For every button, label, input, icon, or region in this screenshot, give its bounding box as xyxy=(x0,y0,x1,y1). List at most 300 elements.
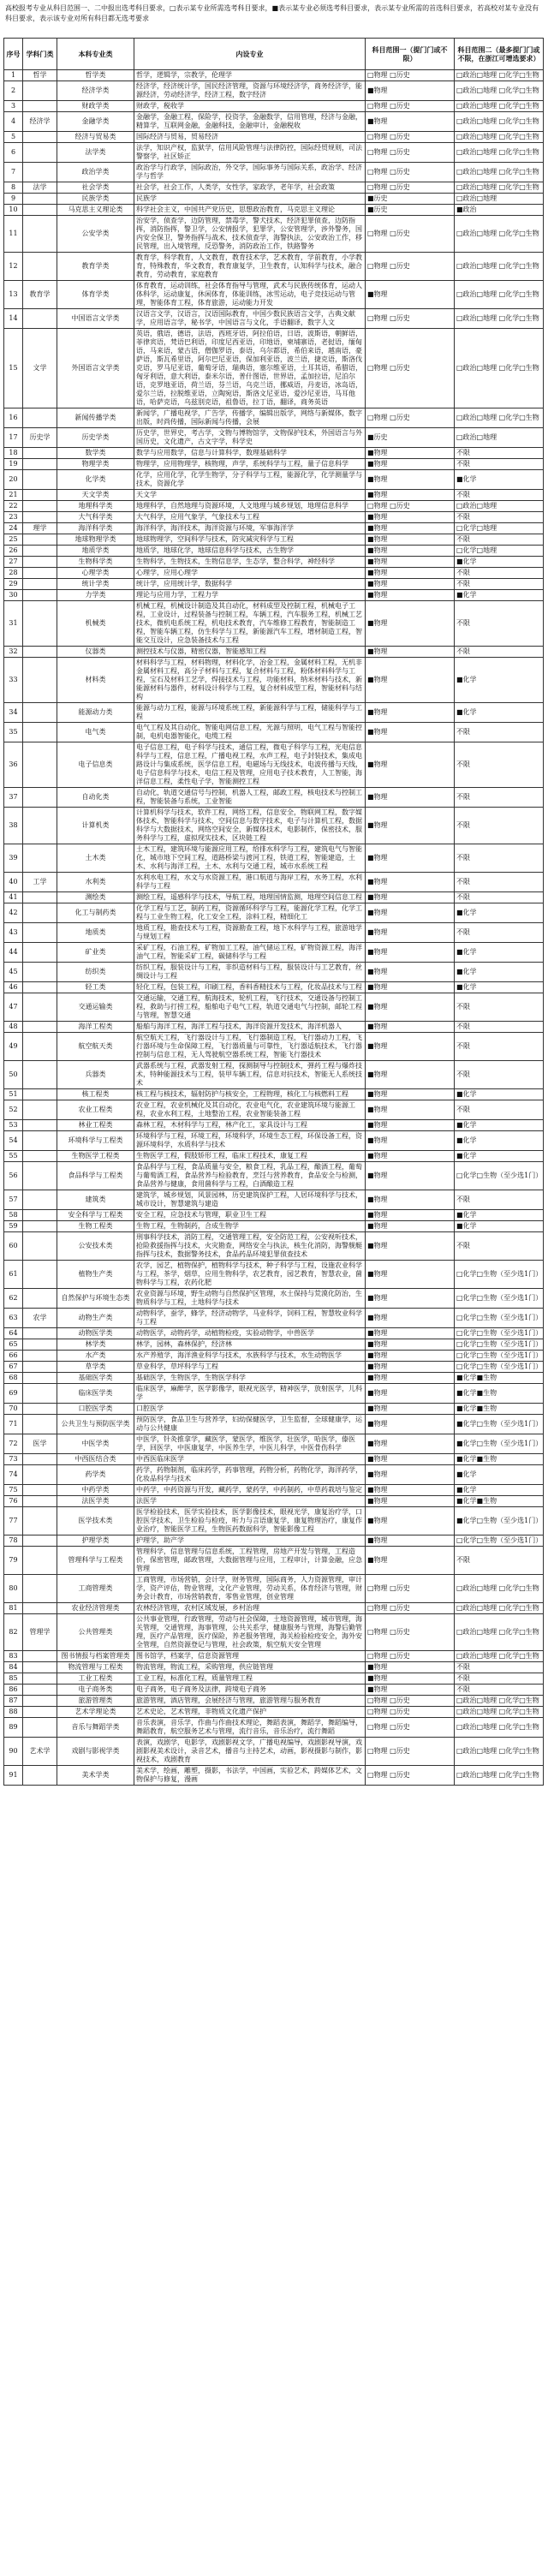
major-class: 教育学类 xyxy=(57,253,134,281)
major-class: 心理学类 xyxy=(57,568,134,579)
row-number: 42 xyxy=(4,903,23,923)
row-number: 20 xyxy=(4,470,23,490)
major-list: 数学与应用数学，信息与计算科学，数理基础科学 xyxy=(134,448,366,459)
range-two: □化学□生物（至少选1门） xyxy=(455,1162,544,1190)
range-two: 不限 xyxy=(455,993,544,1022)
major-list: 物流管理，物流工程，采购管理，供应链管理 xyxy=(134,1662,366,1673)
range-one: ■物理 xyxy=(366,1673,455,1685)
range-one: ■物理 xyxy=(366,742,455,788)
subject-category xyxy=(23,568,57,579)
major-class: 土木类 xyxy=(57,844,134,873)
range-one: ■物理 xyxy=(366,993,455,1022)
range-two: 不限 xyxy=(455,808,544,844)
range-one: □物理 □历史 xyxy=(366,216,455,253)
row-number: 85 xyxy=(4,1673,23,1685)
range-two: ■化学 xyxy=(455,590,544,601)
range-one: ■物理 xyxy=(366,723,455,742)
table-row xyxy=(4,557,544,568)
major-class: 公安技术类 xyxy=(57,1232,134,1261)
table-row xyxy=(4,1384,544,1404)
major-list: 材料科学与工程，材料物理，材料化学，冶金工程，金属材料工程，无机非金属材料工程，高分子材料与工程，复合材料与工程，粉体材料科学与工程，宝石及材料工艺学，焊接技术与工程，功能材料，纳米材料与技术，新能源材料与器件，材料设计科学与工程，复合材料成型工程，智能材料与结构 xyxy=(134,658,366,703)
range-one: ■物理 xyxy=(366,1131,455,1151)
range-one: ■物理 xyxy=(366,1120,455,1131)
range-one: ■历史 xyxy=(366,194,455,205)
range-one: ■物理 xyxy=(366,982,455,993)
row-number: 56 xyxy=(4,1162,23,1190)
range-two: ■化学■生物 xyxy=(455,1454,544,1465)
subject-category xyxy=(23,788,57,808)
range-two: ■化学 xyxy=(455,1131,544,1151)
table-row xyxy=(4,1328,544,1339)
row-number: 60 xyxy=(4,1232,23,1261)
row-number: 21 xyxy=(4,490,23,501)
range-one: ■物理 xyxy=(366,703,455,723)
range-two: ■化学□生物（至少选1门） xyxy=(455,1507,544,1535)
range-one: ■物理 xyxy=(366,1151,455,1162)
table-row xyxy=(4,512,544,523)
range-one: ■物理 xyxy=(366,546,455,557)
range-one: ■物理 xyxy=(366,923,455,943)
subject-category xyxy=(23,546,57,557)
major-class: 水利类 xyxy=(57,873,134,892)
range-two: ■化学■生物 xyxy=(455,1404,544,1415)
range-one: ■物理 xyxy=(366,512,455,523)
major-class: 法医学类 xyxy=(57,1496,134,1507)
table-row xyxy=(4,1766,544,1786)
range-two: □政治□地理 □化学□生物 xyxy=(455,281,544,309)
major-list: 动物医学，动物药学，动植物检疫，实验动物学，中兽医学 xyxy=(134,1328,366,1339)
major-list: 新闻学，广播电视学，广告学，传播学，编辑出版学，网络与新媒体，数字出版，时尚传播，国际新闻与传播，会展 xyxy=(134,408,366,428)
major-class: 戏剧与影视学类 xyxy=(57,1738,134,1766)
major-list: 电气工程及其自动化，智能电网信息工程，光源与照明，电气工程与智能控制，电机电器智能化，电缆工程 xyxy=(134,723,366,742)
range-two: □化学□生物（至少选1门） xyxy=(455,1309,544,1328)
row-number: 4 xyxy=(4,112,23,132)
header-no: 序号 xyxy=(4,39,23,70)
subject-category xyxy=(23,903,57,923)
major-list: 土木工程，建筑环境与能源应用工程，给排水科学与工程，建筑电气与智能化，城市地下空间工程，道路桥梁与渡河工程，铁道工程，智能建造，土木、水利与海洋工程，土木、水利与交通工程，城市水系统工程 xyxy=(134,844,366,873)
range-one: ■物理 xyxy=(366,81,455,101)
range-one: ■物理 xyxy=(366,579,455,590)
range-one: ■物理 xyxy=(366,523,455,534)
major-list: 体育教育，运动训练，社会体育指导与管理，武术与民族传统体育，运动人体科学，运动康复，休闲体育，体能训练，冰雪运动，电子竞技运动与管理，智能体育工程，体育旅游，运动能力开发 xyxy=(134,281,366,309)
table-row xyxy=(4,1673,544,1685)
table-row xyxy=(4,470,544,490)
row-number: 55 xyxy=(4,1151,23,1162)
major-class: 材料类 xyxy=(57,658,134,703)
range-one: □物理 □历史 xyxy=(366,163,455,182)
subject-category xyxy=(23,101,57,112)
table-row xyxy=(4,101,544,112)
subject-category: 教育学 xyxy=(23,281,57,309)
table-row xyxy=(4,873,544,892)
row-number: 32 xyxy=(4,647,23,658)
major-list: 经济学，经济统计学，国民经济管理，资源与环境经济学，商务经济学，能源经济，劳动经济学，经济工程，数字经济 xyxy=(134,81,366,101)
subject-category xyxy=(23,993,57,1022)
major-list: 地理科学，自然地理与资源环境，人文地理与城乡规划，地理信息科学 xyxy=(134,501,366,512)
table-row xyxy=(4,501,544,512)
major-class: 电气类 xyxy=(57,723,134,742)
row-number: 67 xyxy=(4,1362,23,1373)
major-class: 林学类 xyxy=(57,1339,134,1351)
range-one: ■物理 xyxy=(366,788,455,808)
range-one: ■物理 xyxy=(366,534,455,546)
major-list: 化学，应用化学，化学生物学，分子科学与工程，能源化学，化学测量学与技术，资源化学 xyxy=(134,470,366,490)
major-class: 生物科学类 xyxy=(57,557,134,568)
major-list: 法学，知识产权，监狱学，信用风险管理与法律防控，国际经贸规则，司法警察学，社区矫正 xyxy=(134,143,366,163)
table-row xyxy=(4,903,544,923)
major-list: 电子商务，电子商务及法律，跨境电子商务 xyxy=(134,1685,366,1696)
major-list: 化学工程与工艺，制药工程，资源循环科学与工程，能源化学工程，化学工程与工业生物工程，化工安全工程，涂料工程，精细化工 xyxy=(134,903,366,923)
row-number: 88 xyxy=(4,1707,23,1718)
subject-category xyxy=(23,1535,57,1547)
major-list: 农学，园艺，植物保护，植物科学与技术，种子科学与工程，设施农业科学与工程，茶学，烟草，应用生物科学，农艺教育，园艺教育，智慧农业，菌物科学与工程，农药化肥 xyxy=(134,1261,366,1289)
range-one: ■物理 xyxy=(366,448,455,459)
range-one: □物理 □历史 xyxy=(366,1718,455,1738)
row-number: 38 xyxy=(4,808,23,844)
major-list: 大气科学，应用气象学，气象技术与工程 xyxy=(134,512,366,523)
row-number: 39 xyxy=(4,844,23,873)
range-two: 不限 xyxy=(455,459,544,470)
major-class: 物理学类 xyxy=(57,459,134,470)
row-number: 13 xyxy=(4,281,23,309)
table-row xyxy=(4,1221,544,1232)
table-row xyxy=(4,1415,544,1434)
major-list: 教育学，科学教育，人文教育，教育技术学，艺术教育，学前教育，小学教育，特殊教育，华文教育，教育康复学，卫生教育，认知科学与技术，融合教育，劳动教育，家庭教育 xyxy=(134,253,366,281)
range-one: ■物理 xyxy=(366,568,455,579)
major-class: 医学技术类 xyxy=(57,1507,134,1535)
table-row xyxy=(4,1061,544,1089)
major-list: 国际经济与贸易，贸易经济 xyxy=(134,132,366,143)
major-class: 自动化类 xyxy=(57,788,134,808)
range-two: □政治□地理 □化学□生物 xyxy=(455,1738,544,1766)
subject-category: 历史学 xyxy=(23,428,57,448)
table-row xyxy=(4,1575,544,1603)
major-class: 能源动力类 xyxy=(57,703,134,723)
major-class: 物流管理与工程类 xyxy=(57,1662,134,1673)
subject-category xyxy=(23,1131,57,1151)
major-class: 动物生产类 xyxy=(57,1309,134,1328)
row-number: 46 xyxy=(4,982,23,993)
major-class: 纺织类 xyxy=(57,963,134,982)
major-list: 生物科学，生物技术，生物信息学，生态学，整合科学，神经科学 xyxy=(134,557,366,568)
subject-category: 文学 xyxy=(23,329,57,408)
range-two: □化学□生物（至少选1门） xyxy=(455,1339,544,1351)
major-class: 化工与制药类 xyxy=(57,903,134,923)
range-two: 不限 xyxy=(455,1033,544,1061)
table-row xyxy=(4,1696,544,1707)
major-class: 中医学类 xyxy=(57,1434,134,1454)
range-one: ■物理 xyxy=(366,892,455,903)
row-number: 45 xyxy=(4,963,23,982)
row-number: 73 xyxy=(4,1454,23,1465)
major-class: 林业工程类 xyxy=(57,1120,134,1131)
range-one: ■物理 xyxy=(366,1289,455,1309)
row-number: 69 xyxy=(4,1384,23,1404)
range-one: ■物理 xyxy=(366,943,455,963)
range-two: 不限 xyxy=(455,512,544,523)
major-list: 地球物理学，空间科学与技术，防灾减灾科学与工程 xyxy=(134,534,366,546)
major-list: 农林经济管理，农村区域发展，乡村治理 xyxy=(134,1603,366,1614)
range-one: □物理 □历史 xyxy=(366,1696,455,1707)
row-number: 86 xyxy=(4,1685,23,1696)
range-one: ■物理 xyxy=(366,1465,455,1485)
table-row xyxy=(4,1662,544,1673)
major-class: 哲学类 xyxy=(57,70,134,81)
range-two: 不限 xyxy=(455,723,544,742)
range-one: ■物理 xyxy=(366,281,455,309)
range-two: □政治□地理 □化学□生物 xyxy=(455,143,544,163)
major-class: 音乐与舞蹈学类 xyxy=(57,1718,134,1738)
range-one: ■物理 xyxy=(366,1485,455,1496)
table-row xyxy=(4,590,544,601)
table-row xyxy=(4,182,544,194)
range-two: 不限 xyxy=(455,742,544,788)
range-one: ■物理 xyxy=(366,1454,455,1465)
range-two: □政治□地理 □化学□生物 xyxy=(455,1707,544,1718)
major-list: 英语，俄语，德语，法语，西班牙语，阿拉伯语，日语，波斯语，朝鲜语，菲律宾语，梵语巴利语，印度尼西亚语，印地语，柬埔寨语，老挝语，缅甸语，马来语，蒙古语，僧伽罗语，泰语，乌尔都语，希伯来语，越南语，豪萨语，斯瓦希里语，阿尔巴尼亚语，保加利亚语，波兰语，捷克语，斯洛伐克语，罗马尼亚语，葡萄牙语，瑞典语，塞尔维亚语，土耳其语，希腊语，匈牙利语，意大利语，泰米尔语，普什图语，世界语，孟加拉语，尼泊尔语，克罗地亚语，荷兰语，芬兰语，乌克兰语，挪威语，丹麦语，冰岛语，爱尔兰语，拉脱维亚语，立陶宛语，斯洛文尼亚语，爱沙尼亚语，马耳他语，哈萨克语，乌兹别克语，祖鲁语，拉丁语，翻译，商务英语 xyxy=(134,329,366,408)
major-list: 医学检验技术，医学实验技术，医学影像技术，眼视光学，康复治疗学，口腔医学技术，卫生检验与检疫，听力与言语康复学，康复物理治疗，康复作业治疗，智能医学工程，生物医药数据科学，智能影像工程 xyxy=(134,1507,366,1535)
range-two: ■化学 xyxy=(455,963,544,982)
range-two: □政治□地理 □化学□生物 xyxy=(455,132,544,143)
subject-category: 哲学 xyxy=(23,70,57,81)
subject-category: 理学 xyxy=(23,523,57,534)
range-two: ■化学 xyxy=(455,903,544,923)
table-row xyxy=(4,1603,544,1614)
range-two: 不限 xyxy=(455,1190,544,1210)
major-class: 艺术学理论类 xyxy=(57,1707,134,1718)
range-one: □物理 □历史 xyxy=(366,408,455,428)
range-one: ■物理 xyxy=(366,1339,455,1351)
range-one: □物理 □历史 xyxy=(366,1766,455,1786)
range-two: ■化学 xyxy=(455,1221,544,1232)
major-class: 新闻传播学类 xyxy=(57,408,134,428)
subject-category xyxy=(23,601,57,647)
range-one: □物理 □历史 xyxy=(366,1575,455,1603)
row-number: 33 xyxy=(4,658,23,703)
table-row xyxy=(4,309,544,329)
range-one: ■物理 xyxy=(366,1061,455,1089)
range-two: □政治□地理 □化学□生物 xyxy=(455,253,544,281)
range-two: □政治□地理 □化学□生物 xyxy=(455,1651,544,1662)
major-list: 交通运输，交通工程，航海技术，轮机工程，飞行技术，交通设备与控制工程，救助与打捞工程，船舶电子电气工程，轨道交通电气与控制，邮轮工程与管理，智慧交通 xyxy=(134,993,366,1022)
range-two: □政治□地理 □化学□生物 xyxy=(455,81,544,101)
major-list: 科学社会主义，中国共产党历史，思想政治教育，马克思主义理论 xyxy=(134,205,366,216)
range-one: ■物理 xyxy=(366,1221,455,1232)
range-one: ■历史 xyxy=(366,428,455,448)
table-row xyxy=(4,1022,544,1033)
table-row xyxy=(4,205,544,216)
major-list: 航空航天工程，飞行器设计与工程，飞行器制造工程，飞行器动力工程，飞行器环境与生命保障工程，飞行器质量与可靠性，飞行器适航技术，飞行器控制与信息工程，无人驾驶航空器系统工程，智能飞行器技术 xyxy=(134,1033,366,1061)
table-row xyxy=(4,1289,544,1309)
range-one: ■物理 xyxy=(366,903,455,923)
row-number: 81 xyxy=(4,1603,23,1614)
major-class: 安全科学与工程类 xyxy=(57,1210,134,1221)
subject-category xyxy=(23,408,57,428)
subject-category xyxy=(23,1261,57,1289)
range-two: 不限 xyxy=(455,1547,544,1575)
row-number: 8 xyxy=(4,182,23,194)
table-row xyxy=(4,448,544,459)
range-two: ■政治 xyxy=(455,205,544,216)
table-row xyxy=(4,1404,544,1415)
range-one: □物理 □历史 xyxy=(366,309,455,329)
range-two: ■化学 xyxy=(455,943,544,963)
row-number: 12 xyxy=(4,253,23,281)
subject-category xyxy=(23,1210,57,1221)
subject-category xyxy=(23,1707,57,1718)
range-one: □物理 □历史 xyxy=(366,1614,455,1651)
major-list: 工商管理，市场营销，会计学，财务管理，国际商务，人力资源管理，审计学，资产评估，物业管理，文化产业管理，劳动关系，体育经济与管理，财务会计教育，市场营销教育，零售业管理，创业管理 xyxy=(134,1575,366,1603)
range-two: □政治□地理 □化学□生物 xyxy=(455,1575,544,1603)
range-two: □政治□地理 □化学□生物 xyxy=(455,163,544,182)
subject-category xyxy=(23,1465,57,1485)
table-row xyxy=(4,601,544,647)
row-number: 47 xyxy=(4,993,23,1022)
major-class: 海洋科学类 xyxy=(57,523,134,534)
table-row xyxy=(4,1131,544,1151)
range-two: ■化学□生物（至少选1门） xyxy=(455,1415,544,1434)
range-two: 不限 xyxy=(455,1232,544,1261)
table-row xyxy=(4,844,544,873)
row-number: 78 xyxy=(4,1535,23,1547)
row-number: 7 xyxy=(4,163,23,182)
major-list: 地质工程，勘查技术与工程，资源勘查工程，地下水科学与工程，旅游地学与规划工程 xyxy=(134,923,366,943)
major-class: 地质类 xyxy=(57,923,134,943)
major-list: 护理学，助产学 xyxy=(134,1535,366,1547)
table-row xyxy=(4,1120,544,1131)
major-list: 政治学与行政学，国际政治，外交学，国际事务与国际关系，政治学、经济学与哲学 xyxy=(134,163,366,182)
major-list: 武器系统与工程，武器发射工程，探测制导与控制技术，弹药工程与爆炸技术，特种能源技术与工程，装甲车辆工程，信息对抗技术，智能无人系统技术 xyxy=(134,1061,366,1089)
major-list: 农业工程，农业机械化及其自动化，农业电气化，农业建筑环境与能源工程，农业水利工程，土地整治工程，农业智能装备工程 xyxy=(134,1100,366,1120)
table-body xyxy=(4,70,544,1786)
row-number: 11 xyxy=(4,216,23,253)
table-row xyxy=(4,546,544,557)
subject-category xyxy=(23,1232,57,1261)
table-row xyxy=(4,1535,544,1547)
range-one: ■物理 xyxy=(366,1415,455,1434)
intro-text: 高校报考专业从科目范围一、二中报出选考科目要求，□表示某专业所需选考科目要求，■表示某专业必须选考科目要求，表示某专业所需的首选科目要求，若高校对某专业没有科目要求，表示该专业对所有科目都无选考要求 xyxy=(5,4,539,22)
row-number: 84 xyxy=(4,1662,23,1673)
range-one: ■物理 xyxy=(366,1662,455,1673)
row-number: 25 xyxy=(4,534,23,546)
major-list: 天文学 xyxy=(134,490,366,501)
subject-category xyxy=(23,205,57,216)
major-class: 公安学类 xyxy=(57,216,134,253)
row-number: 63 xyxy=(4,1309,23,1328)
range-one: ■物理 xyxy=(366,1351,455,1362)
major-list: 计算机科学与技术，软件工程，网络工程，信息安全，物联网工程，数字媒体技术，智能科学与技术，空间信息与数字技术，电子与计算机工程，数据科学与大数据技术，网络空间安全，新媒体技术，电影制作，保密技术，服务科学与工程，虚拟现实技术，区块链工程 xyxy=(134,808,366,844)
range-one: ■物理 xyxy=(366,1496,455,1507)
row-number: 36 xyxy=(4,742,23,788)
row-number: 70 xyxy=(4,1404,23,1415)
row-number: 28 xyxy=(4,568,23,579)
row-number: 61 xyxy=(4,1261,23,1289)
major-class: 航空航天类 xyxy=(57,1033,134,1061)
major-class: 动物医学类 xyxy=(57,1328,134,1339)
major-class: 电子信息类 xyxy=(57,742,134,788)
subject-category xyxy=(23,1696,57,1707)
row-number: 35 xyxy=(4,723,23,742)
major-list: 测控技术与仪器，精密仪器，智能感知工程 xyxy=(134,647,366,658)
subject-category xyxy=(23,501,57,512)
table-row xyxy=(4,253,544,281)
major-class: 轻工类 xyxy=(57,982,134,993)
row-number: 59 xyxy=(4,1221,23,1232)
major-list: 草业科学，草坪科学与工程 xyxy=(134,1362,366,1373)
header-class: 本科专业类 xyxy=(57,39,134,70)
major-class: 电子商务类 xyxy=(57,1685,134,1696)
row-number: 58 xyxy=(4,1210,23,1221)
range-two: 不限 xyxy=(455,923,544,943)
major-list: 机械工程，机械设计制造及其自动化，材料成型及控制工程，机械电子工程，工业设计，过程装备与控制工程，车辆工程，汽车服务工程，机械工艺技术，微机电系统工程，机电技术教育，汽车维修工程教育，智能制造工程，智能车辆工程，仿生科学与工程，新能源汽车工程，增材制造工程，智能交互设计，应急装备技术与工程 xyxy=(134,601,366,647)
subject-category xyxy=(23,1120,57,1131)
subject-category xyxy=(23,1089,57,1100)
table-row xyxy=(4,1507,544,1535)
major-list: 预防医学，食品卫生与营养学，妇幼保健医学，卫生监督，全球健康学，运动与公共健康 xyxy=(134,1415,366,1434)
major-class: 草学类 xyxy=(57,1362,134,1373)
range-one: ■物理 xyxy=(366,844,455,873)
row-number: 19 xyxy=(4,459,23,470)
table-row xyxy=(4,81,544,101)
major-class: 经济学类 xyxy=(57,81,134,101)
range-two: □政治□地理 □化学□生物 xyxy=(455,1696,544,1707)
range-two: 不限 xyxy=(455,1673,544,1685)
row-number: 41 xyxy=(4,892,23,903)
major-class: 海洋工程类 xyxy=(57,1022,134,1033)
subject-category xyxy=(23,982,57,993)
row-number: 57 xyxy=(4,1190,23,1210)
major-class: 核工程类 xyxy=(57,1089,134,1100)
range-two: ■化学 xyxy=(455,1151,544,1162)
subject-category xyxy=(23,658,57,703)
row-number: 44 xyxy=(4,943,23,963)
major-list: 核工程与核技术，辐射防护与核安全，工程物理，核化工与核燃料工程 xyxy=(134,1089,366,1100)
range-one: □物理 □历史 xyxy=(366,101,455,112)
range-one: □物理 □历史 xyxy=(366,329,455,408)
table-row xyxy=(4,943,544,963)
major-class: 数学类 xyxy=(57,448,134,459)
range-two: □政治□地理 □化学□生物 xyxy=(455,216,544,253)
subject-category xyxy=(23,1496,57,1507)
range-one: ■物理 xyxy=(366,1162,455,1190)
range-two: 不限 xyxy=(455,1022,544,1033)
major-list: 音乐表演，音乐学，作曲与作曲技术理论，舞蹈表演，舞蹈学，舞蹈编导，舞蹈教育，航空服务艺术与管理，流行音乐，音乐治疗，流行舞蹈 xyxy=(134,1718,366,1738)
table-row xyxy=(4,534,544,546)
subject-category xyxy=(23,216,57,253)
table-row xyxy=(4,1089,544,1100)
row-number: 34 xyxy=(4,703,23,723)
row-number: 14 xyxy=(4,309,23,329)
range-one: ■物理 xyxy=(366,459,455,470)
range-one: ■物理 xyxy=(366,601,455,647)
table-row xyxy=(4,963,544,982)
table-row xyxy=(4,1362,544,1373)
range-one: ■物理 xyxy=(366,590,455,601)
range-two: □化学□生物（至少选1门） xyxy=(455,1328,544,1339)
range-one: ■历史 xyxy=(366,205,455,216)
range-two: ■化学 xyxy=(455,1485,544,1496)
table-row xyxy=(4,1210,544,1221)
subject-category xyxy=(23,1100,57,1120)
table-row xyxy=(4,723,544,742)
subject-category xyxy=(23,490,57,501)
header-category: 学科门类 xyxy=(23,39,57,70)
major-list: 生物医学工程，假肢矫形工程，临床工程技术，康复工程 xyxy=(134,1151,366,1162)
table-row xyxy=(4,1351,544,1362)
range-two: ■化学 xyxy=(455,1210,544,1221)
table-row xyxy=(4,70,544,81)
major-class: 地质学类 xyxy=(57,546,134,557)
